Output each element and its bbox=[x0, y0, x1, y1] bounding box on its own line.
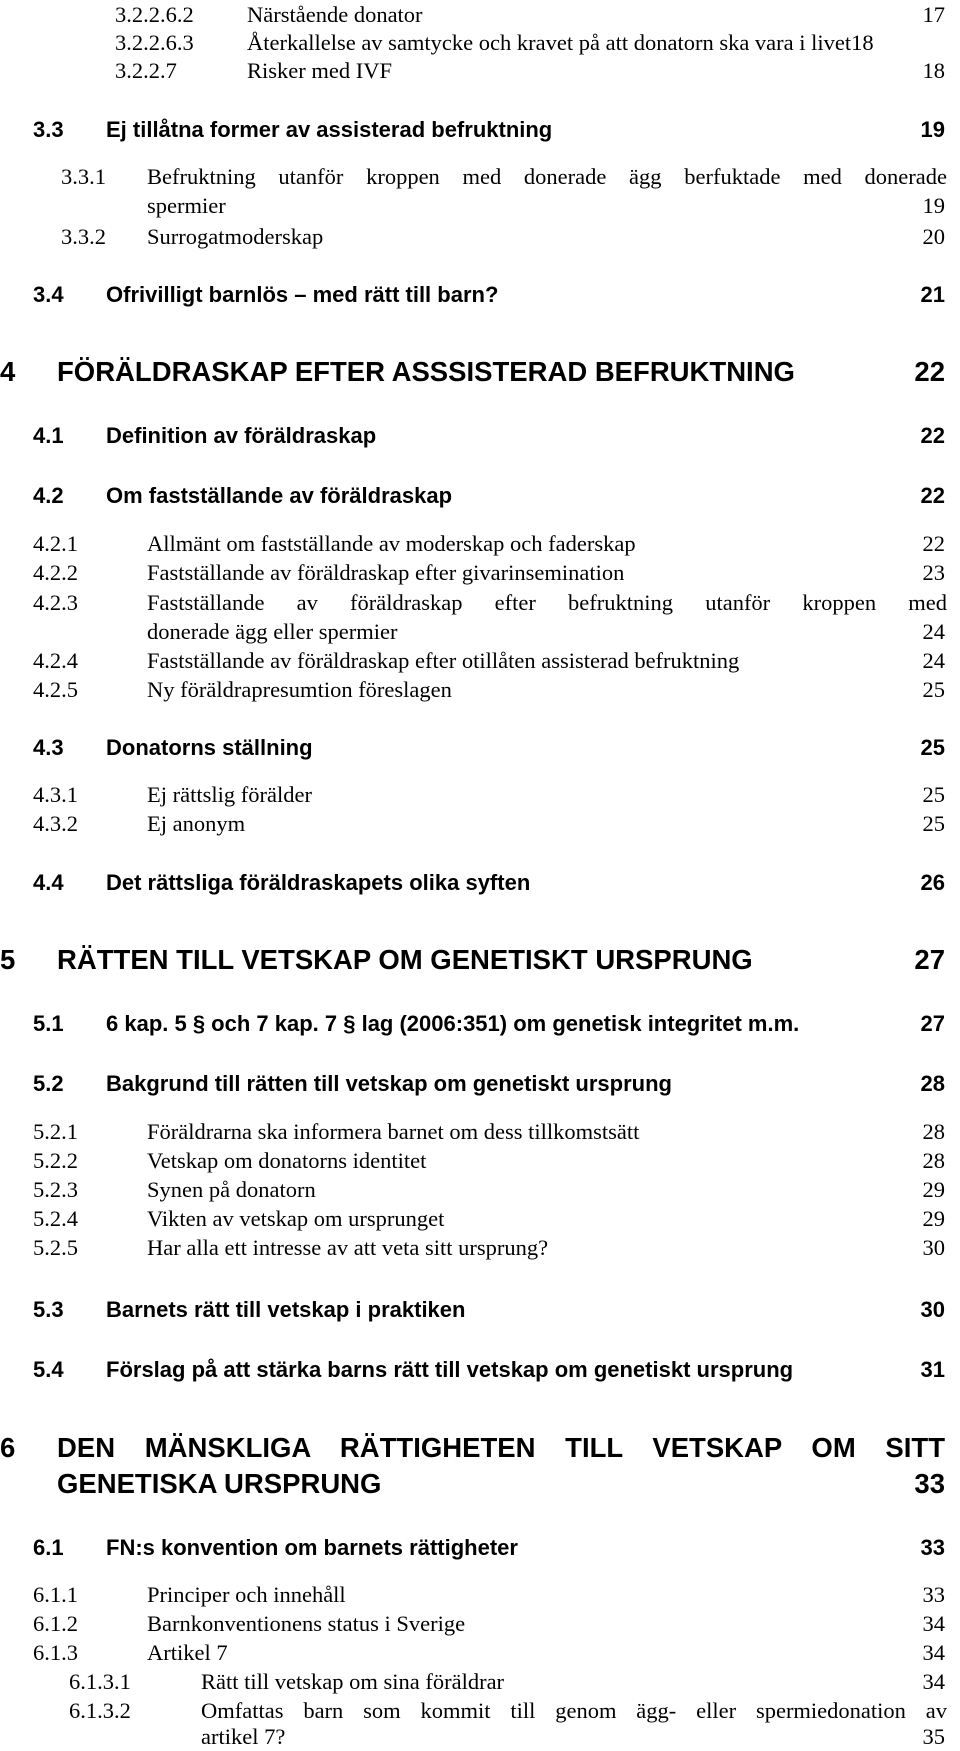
toc-title: Ej anonym bbox=[147, 811, 246, 836]
toc-number: 4.1 bbox=[33, 423, 64, 448]
toc-page: 34 bbox=[922, 1611, 945, 1636]
toc-page: 17 bbox=[922, 2, 945, 27]
toc-page: 29 bbox=[922, 1177, 945, 1202]
toc-number: 4 bbox=[0, 356, 16, 387]
toc-title-continued: artikel 7? bbox=[201, 1724, 286, 1749]
toc-number: 6.1.3 bbox=[33, 1640, 78, 1665]
toc-page: 28 bbox=[920, 1071, 945, 1096]
toc-page: 34 bbox=[922, 1669, 945, 1694]
toc-number: 4.3.2 bbox=[33, 811, 78, 836]
toc-number: 5.2.2 bbox=[33, 1148, 78, 1173]
toc-number: 4.2.1 bbox=[33, 531, 78, 556]
toc-title: Fastställande av föräldraskap efter otillåten assisterad befruktning bbox=[147, 648, 740, 673]
toc-title: Återkallelse av samtycke och kravet på att donatorn ska vara i livet18 bbox=[247, 30, 874, 55]
toc-page: 24 bbox=[922, 619, 945, 644]
toc-number: 6.1 bbox=[33, 1535, 64, 1560]
toc-number: 4.2.4 bbox=[33, 648, 78, 673]
toc-page: 27 bbox=[920, 1011, 945, 1036]
toc-title: Barnkonventionens status i Sverige bbox=[147, 1611, 466, 1636]
toc-title: Barnets rätt till vetskap i praktiken bbox=[106, 1297, 466, 1322]
toc-page: 18 bbox=[922, 58, 945, 83]
toc-number: 3.2.2.6.3 bbox=[115, 30, 194, 55]
toc-title: Om fastställande av föräldraskap bbox=[106, 483, 453, 508]
toc-title: Har alla ett intresse av att veta sitt ursprung? bbox=[147, 1235, 549, 1260]
toc-page: 22 bbox=[920, 423, 945, 448]
toc-number: 5.2.5 bbox=[33, 1235, 78, 1260]
toc-title: Föräldrarna ska informera barnet om dess tillkomstsätt bbox=[147, 1119, 640, 1144]
toc-title: FÖRÄLDRASKAP EFTER ASSSISTERAD BEFRUKTNING bbox=[57, 356, 795, 387]
toc-title-continued: donerade ägg eller spermier bbox=[147, 619, 398, 644]
toc-page: 28 bbox=[922, 1148, 945, 1173]
toc-title: 6 kap. 5 § och 7 kap. 7 § lag (2006:351) om genetisk integritet m.m. bbox=[106, 1011, 800, 1036]
toc-title: Fastställande av föräldraskap efter befruktning utanför kroppen med bbox=[147, 590, 947, 615]
toc-number: 5.1 bbox=[33, 1011, 64, 1036]
toc-number: 5.3 bbox=[33, 1297, 64, 1322]
toc-page: 28 bbox=[922, 1119, 945, 1144]
toc-number: 6.1.1 bbox=[33, 1582, 78, 1607]
toc-number: 4.2.2 bbox=[33, 560, 78, 585]
toc-page: 22 bbox=[922, 531, 945, 556]
toc-number: 4.4 bbox=[33, 870, 64, 895]
toc-number: 3.4 bbox=[33, 282, 64, 307]
toc-number: 6.1.2 bbox=[33, 1611, 78, 1636]
toc-title: Principer och innehåll bbox=[147, 1582, 346, 1607]
toc-number: 4.3 bbox=[33, 735, 64, 760]
toc-title: Risker med IVF bbox=[247, 58, 392, 83]
toc-page: 31 bbox=[920, 1357, 945, 1382]
toc-title: Bakgrund till rätten till vetskap om genetiskt ursprung bbox=[106, 1071, 672, 1096]
toc-title: Vikten av vetskap om ursprunget bbox=[147, 1206, 445, 1231]
toc-page: 29 bbox=[922, 1206, 945, 1231]
toc-page: 34 bbox=[922, 1640, 945, 1665]
toc-number: 5 bbox=[0, 944, 16, 975]
toc-title: Omfattas barn som kommit till genom ägg- eller spermiedonation av bbox=[201, 1698, 947, 1723]
toc-page: 30 bbox=[920, 1297, 945, 1322]
toc-number: 4.2.5 bbox=[33, 677, 78, 702]
toc-number: 3.3.1 bbox=[61, 164, 106, 189]
toc-number: 5.2 bbox=[33, 1071, 64, 1096]
toc-title: Synen på donatorn bbox=[147, 1177, 316, 1202]
toc-page: 21 bbox=[920, 282, 945, 307]
toc-number: 6 bbox=[0, 1432, 16, 1463]
toc-title: Vetskap om donatorns identitet bbox=[147, 1148, 427, 1173]
toc-page: 23 bbox=[922, 560, 945, 585]
toc-page: 25 bbox=[922, 677, 945, 702]
toc-title: Närstående donator bbox=[247, 2, 423, 27]
toc-number: 5.2.4 bbox=[33, 1206, 78, 1231]
toc-title: Fastställande av föräldraskap efter givarinsemination bbox=[147, 560, 625, 585]
toc-title: Det rättsliga föräldraskapets olika syften bbox=[106, 870, 531, 895]
toc-number: 5.4 bbox=[33, 1357, 64, 1382]
toc-page: 24 bbox=[922, 648, 945, 673]
toc-title-continued: GENETISKA URSPRUNG bbox=[57, 1468, 382, 1499]
toc-number: 3.2.2.6.2 bbox=[115, 2, 194, 27]
toc-page: 26 bbox=[920, 870, 945, 895]
toc-page: 20 bbox=[922, 224, 945, 249]
toc-page: 19 bbox=[920, 117, 945, 142]
toc-title: Definition av föräldraskap bbox=[106, 423, 377, 448]
toc-number: 3.2.2.7 bbox=[115, 58, 177, 83]
toc-number: 4.2.3 bbox=[33, 590, 78, 615]
toc-number: 5.2.1 bbox=[33, 1119, 78, 1144]
toc-page: 35 bbox=[922, 1724, 945, 1749]
toc-page: 33 bbox=[920, 1535, 945, 1560]
toc-title: Ej tillåtna former av assisterad befruktning bbox=[106, 117, 553, 142]
toc-title: Artikel 7 bbox=[147, 1640, 228, 1665]
toc-title: RÄTTEN TILL VETSKAP OM GENETISKT URSPRUNG bbox=[57, 944, 753, 975]
toc-page: 25 bbox=[920, 735, 945, 760]
toc-title: Förslag på att stärka barns rätt till vetskap om genetiskt ursprung bbox=[106, 1357, 794, 1382]
toc-title: Rätt till vetskap om sina föräldrar bbox=[201, 1669, 505, 1694]
toc-page: 25 bbox=[922, 782, 945, 807]
toc-title: Ofrivilligt barnlös – med rätt till barn? bbox=[106, 282, 499, 307]
toc-page: 25 bbox=[922, 811, 945, 836]
toc-number: 4.2 bbox=[33, 483, 64, 508]
toc-title: Befruktning utanför kroppen med donerade ägg berfuktade med donerade bbox=[147, 164, 947, 189]
toc-title: Allmänt om fastställande av moderskap och faderskap bbox=[147, 531, 636, 556]
toc-title: Ej rättslig förälder bbox=[147, 782, 312, 807]
toc-page: 22 bbox=[920, 483, 945, 508]
toc-number: 3.3 bbox=[33, 117, 64, 142]
toc-page: 19 bbox=[922, 193, 945, 218]
toc-page: 22 bbox=[914, 356, 945, 387]
toc-number: 3.3.2 bbox=[61, 224, 106, 249]
toc-number: 6.1.3.2 bbox=[69, 1698, 131, 1723]
toc-number: 5.2.3 bbox=[33, 1177, 78, 1202]
toc-page: 33 bbox=[922, 1582, 945, 1607]
toc-title: Ny föräldrapresumtion föreslagen bbox=[147, 677, 452, 702]
toc-number: 6.1.3.1 bbox=[69, 1669, 131, 1694]
toc-page: 27 bbox=[914, 944, 945, 975]
toc-title: FN:s konvention om barnets rättigheter bbox=[106, 1535, 518, 1560]
toc-page: 30 bbox=[922, 1235, 945, 1260]
toc-page: 33 bbox=[914, 1468, 945, 1499]
toc-title-continued: spermier bbox=[147, 193, 226, 218]
toc-title: Donatorns ställning bbox=[106, 735, 313, 760]
toc-title: DEN MÄNSKLIGA RÄTTIGHETEN TILL VETSKAP OM SITT bbox=[57, 1432, 945, 1463]
toc-title: Surrogatmoderskap bbox=[147, 224, 324, 249]
toc-number: 4.3.1 bbox=[33, 782, 78, 807]
